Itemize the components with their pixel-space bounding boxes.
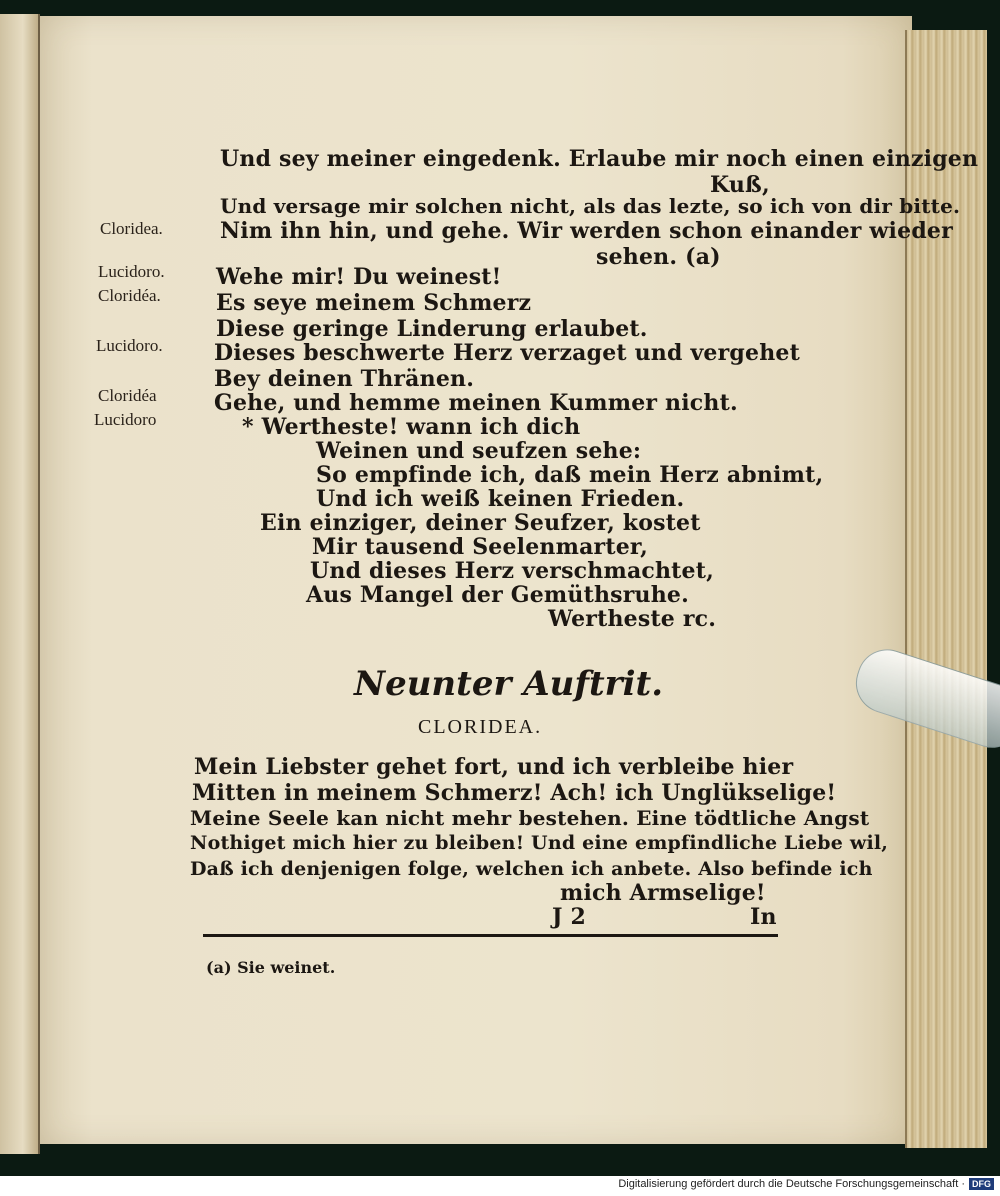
verse-line: Weinen und seufzen sehe: <box>316 438 642 464</box>
verse-line: Ein einziger, deiner Seufzer, kostet <box>260 510 701 536</box>
dialogue-line: Diese geringe Linderung erlaubet. <box>216 316 648 342</box>
dialogue-line: * Wertheste! wann ich dich <box>242 414 581 440</box>
verse-refrain: Wertheste rc. <box>548 606 717 632</box>
monologue-line: mich Armselige! <box>560 880 766 906</box>
dialogue-line: Gehe, und hemme meinen Kummer nicht. <box>214 390 738 416</box>
monologue-line: Daß ich denjenigen folge, welchen ich anbete. Also befinde ich <box>190 858 873 880</box>
monologue-line: Meine Seele kan nicht mehr bestehen. Eine tödtliche Angst <box>190 806 870 830</box>
dialogue-line: sehen. (a) <box>596 244 721 270</box>
footnote: (a) Sie weinet. <box>206 958 336 977</box>
dialogue-line: Es seye meinem Schmerz <box>216 290 532 316</box>
scene-heading: Neunter Auftrit. <box>354 664 664 704</box>
footnote-rule <box>203 934 778 937</box>
dialogue-line: Kuß, <box>710 172 770 198</box>
speaker-name: Cloridéa <box>98 386 157 405</box>
dialogue-line: Dieses beschwerte Herz verzaget und vergehet <box>214 340 800 366</box>
speaker-name: Cloridea. <box>100 219 163 238</box>
catchword: In <box>750 904 777 930</box>
monologue-line: Mein Liebster gehet fort, und ich verbleibe hier <box>194 754 794 780</box>
verse-line: Und dieses Herz verschmachtet, <box>310 558 714 584</box>
dialogue-line: Und versage mir solchen nicht, als das lezte, so ich von dir bitte. <box>220 194 961 218</box>
speaker-name: Cloridéa. <box>98 286 161 305</box>
dialogue-line: Nim ihn hin, und gehe. Wir werden schon einander wieder <box>220 218 953 244</box>
verse-line: Und ich weiß keinen Frieden. <box>316 486 685 512</box>
verse-line: Aus Mangel der Gemüthsruhe. <box>306 582 689 608</box>
monologue-line: Mitten in meinem Schmerz! Ach! ich Unglükselige! <box>192 780 837 806</box>
dialogue-line: Und sey meiner eingedenk. Erlaube mir noch einen einzigen <box>220 146 979 172</box>
signature-mark: J 2 <box>552 904 586 930</box>
scene-speaker: CLORIDEA. <box>418 716 543 738</box>
verse-line: So empfinde ich, daß mein Herz abnimt, <box>316 462 824 488</box>
monologue-line: Nothiget mich hier zu bleiben! Und eine empfindliche Liebe wil, <box>190 832 889 854</box>
credit-text: Digitalisierung gefördert durch die Deutsche Forschungsgemeinschaft · <box>618 1178 965 1190</box>
speaker-name: Lucidoro. <box>96 336 163 355</box>
left-page-edge <box>0 14 40 1154</box>
dialogue-line: Wehe mir! Du weinest! <box>216 264 502 290</box>
credit-line <box>618 1178 994 1190</box>
dfg-logo: DFG <box>969 1178 994 1190</box>
speaker-name: Lucidoro <box>94 410 157 429</box>
verse-line: Mir tausend Seelenmarter, <box>312 534 648 560</box>
speaker-name: Lucidoro. <box>98 262 165 281</box>
dialogue-line: Bey deinen Thränen. <box>214 366 475 392</box>
